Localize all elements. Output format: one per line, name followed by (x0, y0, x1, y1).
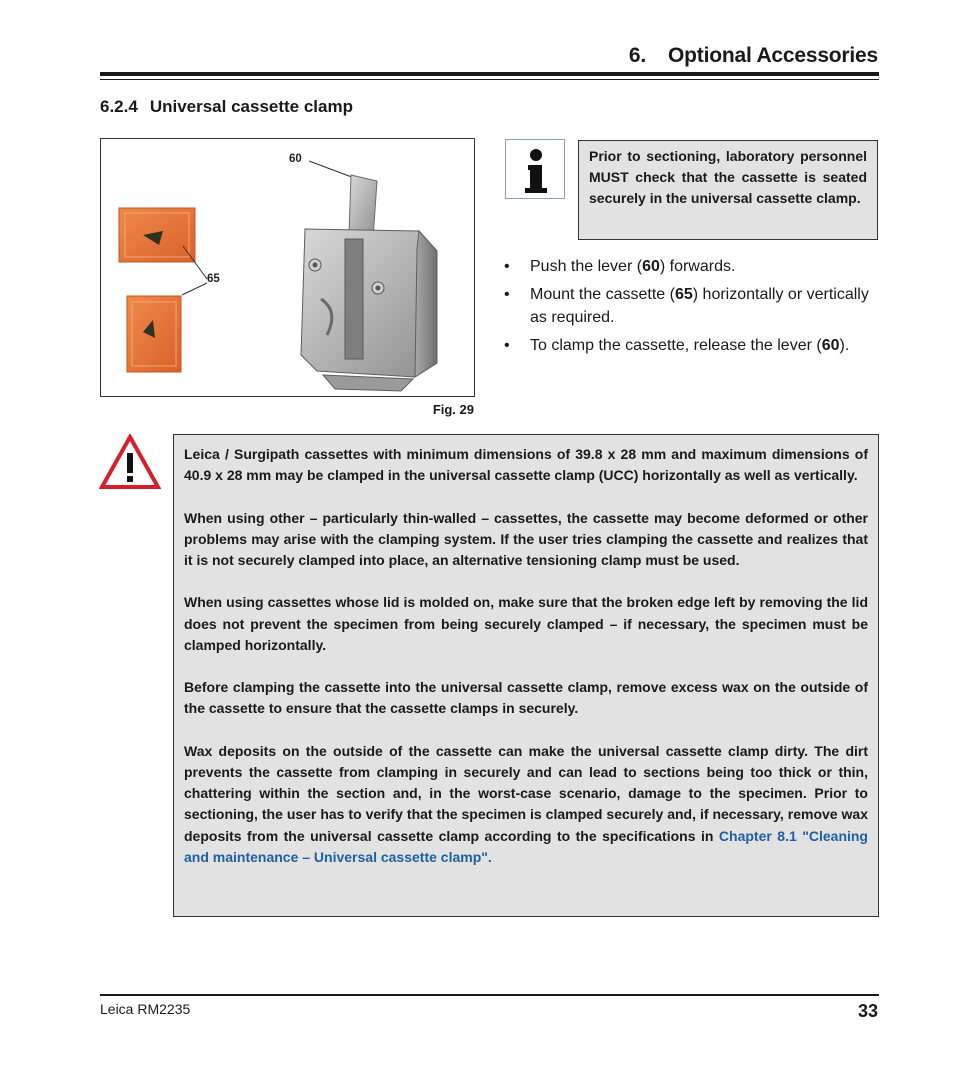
reference-number: 65 (674, 285, 693, 303)
warning-paragraph: Before clamping the cassette into the universal cassette clamp, remove excess wax on the outside of the cassette to ensure that the cassette clamps in securely. (184, 679, 868, 717)
bullet: • (504, 258, 510, 275)
reference-number: 60 (642, 258, 660, 275)
warning-paragraph: Leica / Surgipath cassettes with minimum dimensions of 39.8 x 28 mm and maximum dimensions of 40.9 x 28 mm may be clamped in the universal cassette clamp (UCC) horizontally as well as vertically. (184, 446, 868, 484)
callout-60: 60 (289, 153, 302, 165)
bullet: • (504, 336, 510, 354)
step-item: • Mount the cassette (65) horizontally or vertically as required. (502, 283, 880, 330)
step-list (502, 255, 880, 361)
leader-line-60 (309, 161, 357, 179)
figure-29 (100, 138, 475, 397)
callout-65: 65 (207, 273, 220, 285)
reference-number: 60 (821, 336, 840, 354)
figure-caption: Fig. 29 (432, 402, 474, 417)
step-item: • Push the lever (60) forwards. (502, 255, 880, 279)
header-rule-thin (100, 79, 879, 80)
header-rule (100, 72, 879, 76)
warning-paragraph: Wax deposits on the outside of the cassette can make the universal cassette clamp dirty. The dirt prevents the cassette from clamping in securely and can lead to sections being too thick or thin, chattering within the section and, in the worst-case scenario, damage to the specimen. Prior to sectioning, the user has to verify that the specimen is clamped securely and, if necessary, remove wax deposits from the universal cassette clamp according to the specifications in Chapter 8.1 "Cleaning and maintenance – Universal cassette clamp". (184, 742, 868, 865)
footer-rule (100, 994, 879, 996)
section-heading (100, 97, 353, 117)
cassette-vertical (127, 296, 181, 372)
section-number: 6.2.4 (100, 97, 138, 116)
info-note: Prior to sectioning, laboratory personnel MUST check that the cassette is seated securely in the universal cassette clamp. (578, 140, 878, 240)
chapter-heading (629, 44, 878, 68)
warning-triangle-icon (99, 434, 161, 490)
leader-line-65b (182, 283, 207, 295)
chapter-number: 6. (628, 44, 647, 67)
bullet: • (504, 285, 510, 303)
warning-note (173, 434, 879, 917)
chapter-cross-reference[interactable]: Chapter 8.1 "Cleaning and maintenance – Universal cassette clamp". (184, 827, 868, 865)
page-number: 33 (857, 1001, 878, 1021)
warning-paragraph: When using cassettes whose lid is molded on, make sure that the broken edge left by removing the lid does not prevent the specimen from being securely clamped – if necessary, the specimen must be clamped horizontally. (184, 594, 868, 653)
warning-paragraph: When using other – particularly thin-walled – cassettes, the cassette may become deformed or other problems may arise with the clamping system. If the user tries clamping the cassette and realizes that it is not securely clamped into place, an alternative tensioning clamp must be used. (184, 509, 868, 568)
footer-product: Leica RM2235 (100, 1001, 191, 1017)
info-icon (505, 139, 565, 199)
step-item: • To clamp the cassette, release the lever (60). (502, 334, 880, 358)
cassette-clamp-illustration (101, 139, 474, 396)
cassette-horizontal (119, 208, 195, 262)
universal-cassette-clamp (301, 175, 437, 391)
section-title: Universal cassette clamp (149, 97, 353, 116)
chapter-title: Optional Accessories (668, 44, 878, 67)
